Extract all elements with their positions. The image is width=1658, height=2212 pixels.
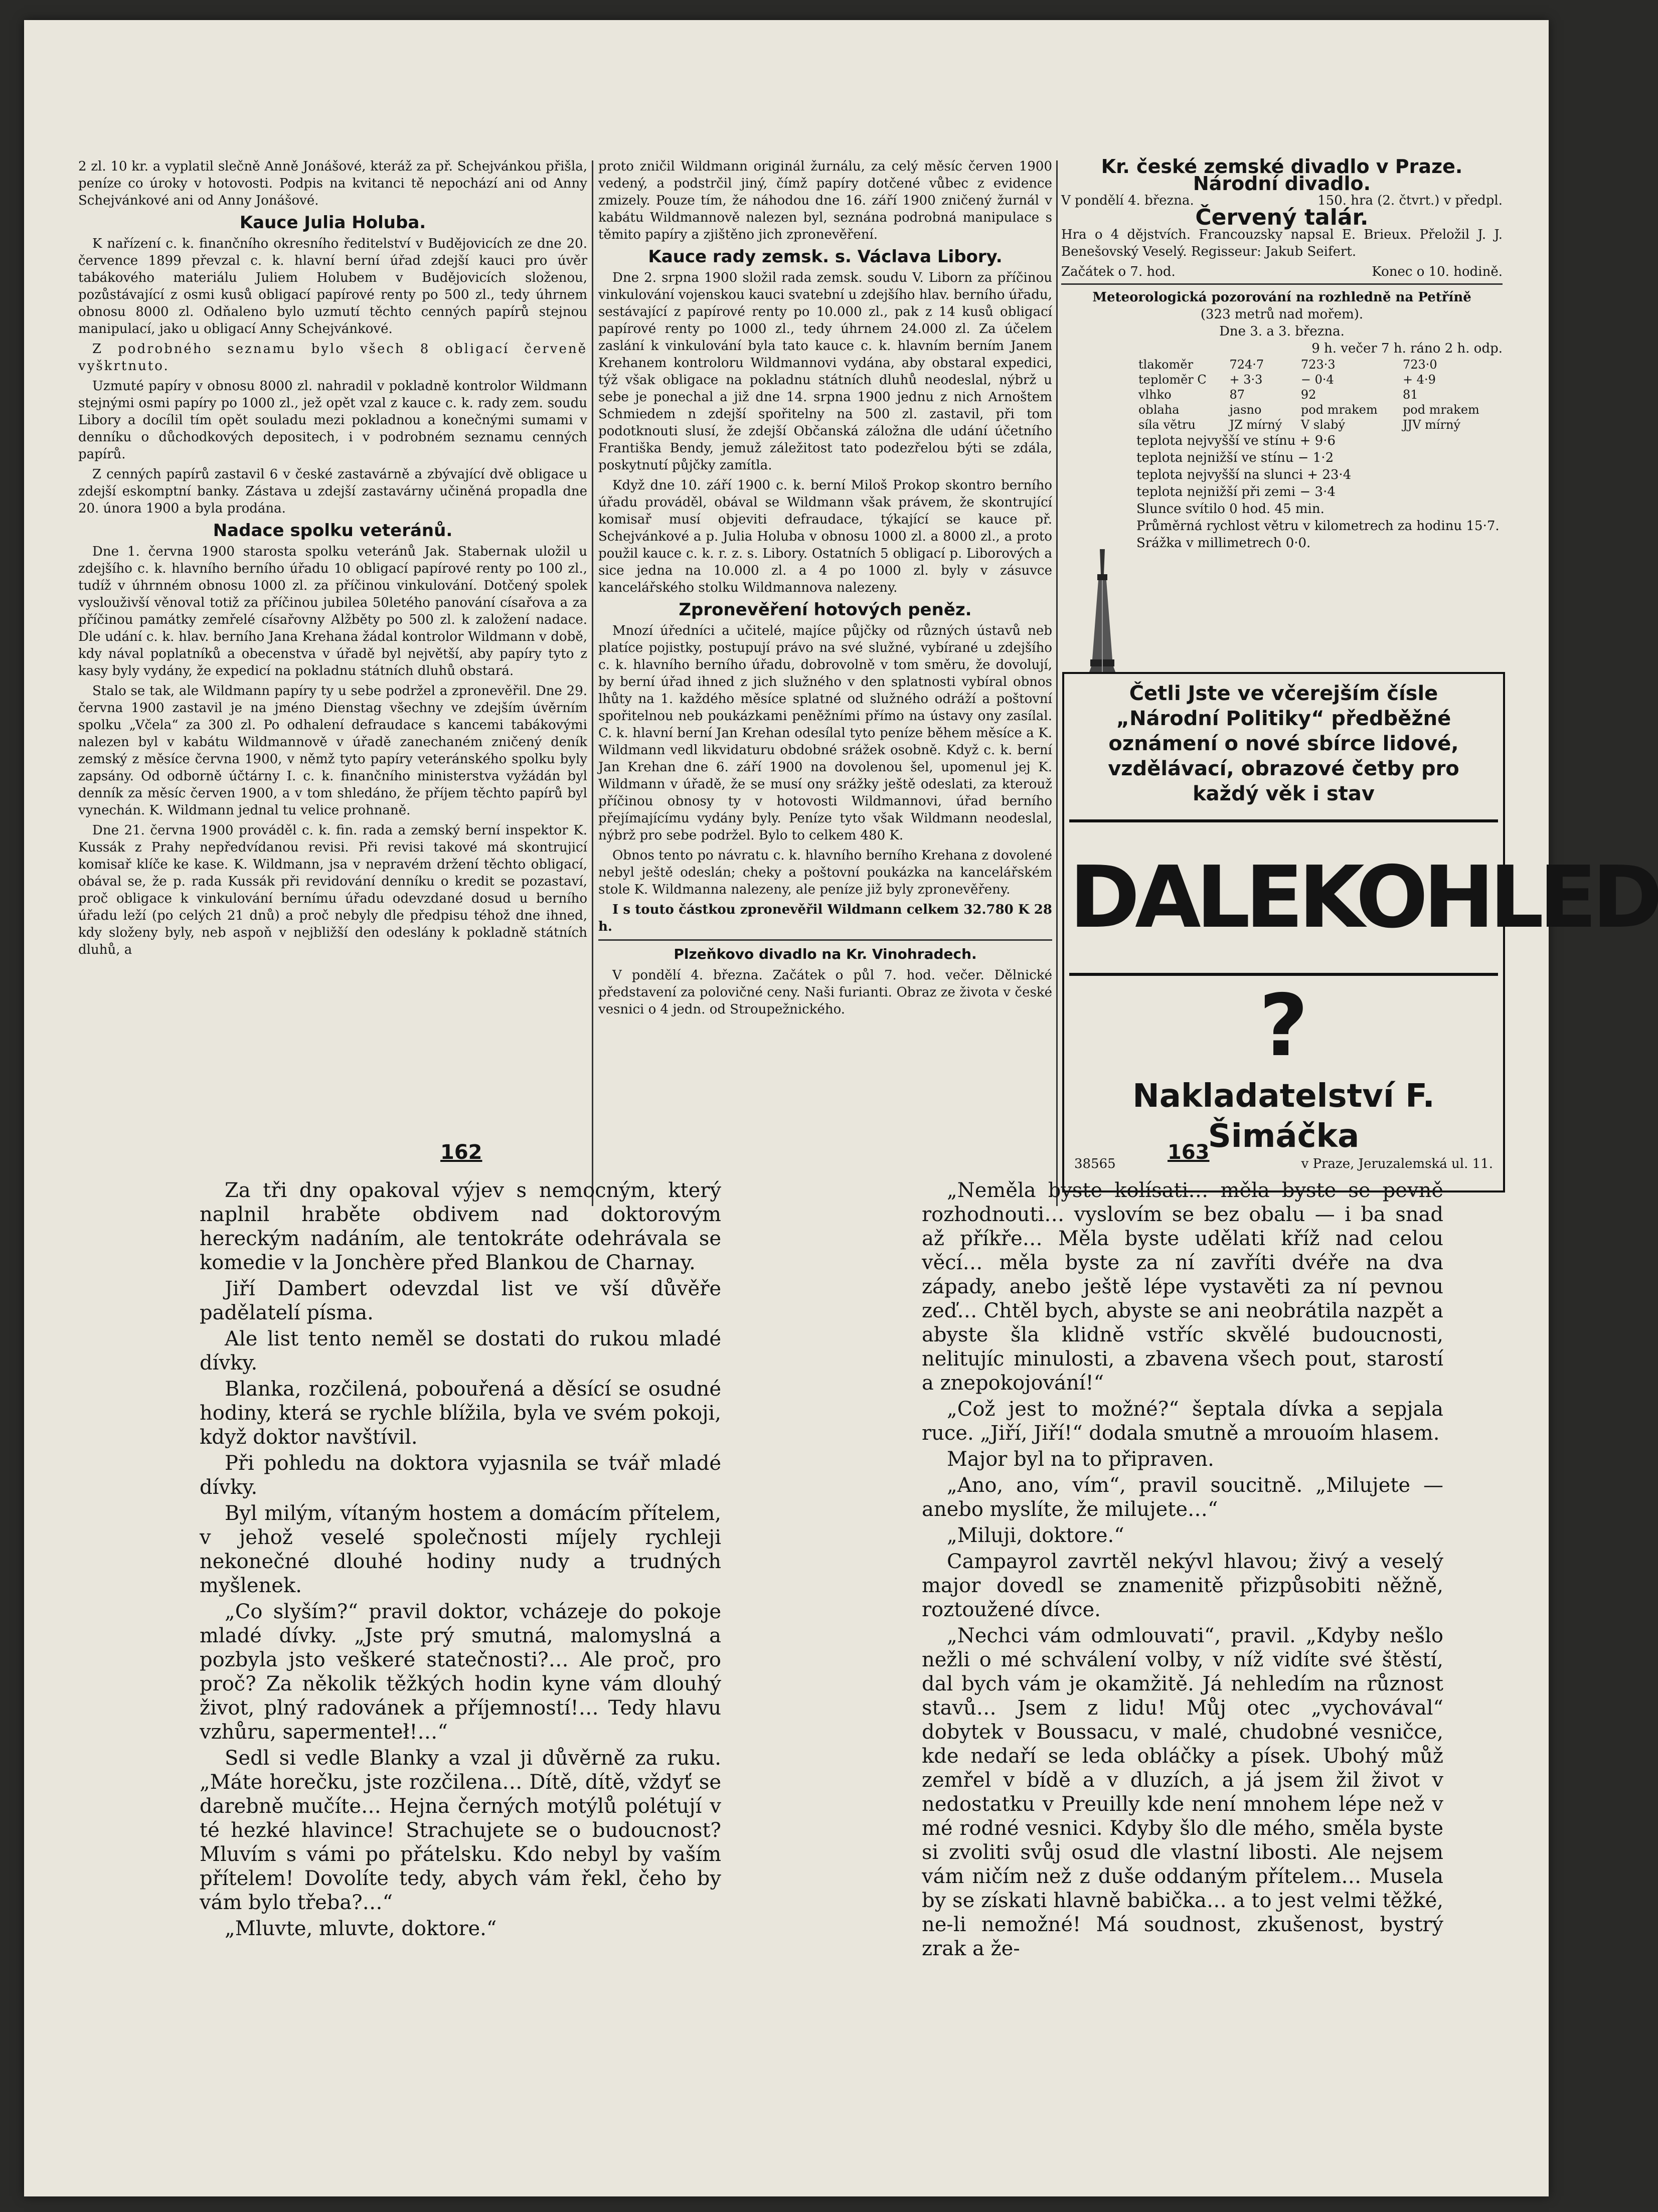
- section-heading: Plzeňkovo divadlo na Kr. Vinohradech.: [674, 946, 977, 962]
- meteo-extra: Srážka v millimetrech 0·0.: [1136, 536, 1311, 551]
- paragraph: proto zničil Wildmann originál žurnálu, za celý měsíc červen 1900 vedený, a podstrčil jiný, čímž papíry dotčené vůbec z evidence zmizely. Pouze tím, že náhodou dne 16. září 1900 zničený žurnál v kabátu Wildmannově nalezen byl, seznána podrobná manipulace s těmito papíry a zjištěno jich zpronevěření.: [598, 159, 1052, 242]
- ad-code: 38565: [1074, 1156, 1116, 1171]
- theatre-start: Začátek o 7. hod.: [1061, 264, 1176, 279]
- paragraph: Campayrol zavrtěl nekývl hlavou; živý a veselý major dovedl se znamenitě přizpůsobiti něžně, roztoužené dívce.: [922, 1550, 1443, 1621]
- section-heading: Zpronevěření hotových peněz.: [679, 600, 972, 620]
- paragraph: Jiří Dambert odevzdal list ve vší důvěře padělatelí písma.: [200, 1277, 721, 1324]
- cell: 92: [1300, 388, 1316, 402]
- ad-publisher: Nakladatelství F. Šimáčka: [1132, 1078, 1435, 1155]
- table-row: [1136, 387, 1503, 402]
- paragraph: „Co slyším?“ pravil doktor, vcházeje do pokoje mladé dívky. „Jste prý smutná, malomyslná a pozbyla jsto veškeré statečnosti?… Ale proč, pro proč? Za několik těžkých hodin kyne vám dlouhý život, plný radovánek a příjemností!… Tedy hlavu vzhůru, sapermenteł!…“: [200, 1600, 721, 1744]
- table-row: [1136, 417, 1503, 432]
- meteo-extra: teplota nejnižší ve stínu − 1·2: [1136, 450, 1334, 465]
- section-heading: Kauce rady zemsk. s. Václava Libory.: [648, 247, 1003, 267]
- page-number-left: 162: [440, 1141, 482, 1164]
- paragraph: Uzmuté papíry v obnosu 8000 zl. nahradil v pokladně kontrolor Wildmann stejnými osmi papíry po 1000 zl., jež opět vzal z kauce c. k. rady zem. soudu Libory a docílil tím opět souladu mezi pokladnou a konečnými sumami v denníku o důchodkových depositech, i v podrobném seznamu cenných papírů.: [78, 379, 587, 462]
- cell: 723·0: [1402, 358, 1437, 372]
- cell: tlakoměr: [1138, 358, 1194, 372]
- cell: − 0·4: [1300, 373, 1334, 387]
- theatre-subheading: Národní divadlo.: [1193, 173, 1371, 195]
- theatre-play-title: Červený talár.: [1195, 205, 1369, 230]
- upper-column-2: [598, 158, 1052, 1216]
- page-number-right: 163: [1168, 1141, 1210, 1164]
- column-rule: [1056, 160, 1058, 1206]
- meteo-title: Meteorologická pozorování na rozhledně na Petříně: [1092, 290, 1471, 305]
- cell: vlhko: [1138, 388, 1172, 402]
- paragraph: Dne 2. srpna 1900 složil rada zemsk. soudu V. Liborn za příčinou vinkulování vojenskou kauci svatební u zdejšího hlav. berního úřadu, sestávající z papírové renty po 10.000 zl., pak z 14 kusů obligací papírové renty po 1000 zl., tedy úhrnem 24.000 zl. Za účelem zaslání k vinkulování byla tato kauce c. k. hlavním berním Janem Krehanem kontroloru Wildmannovi vydána, aby obstaral expedici, týž však obligace na pokladnu státních dluhů neodeslal, nýbrž u sebe je ponechal a již dne 14. srpna 1900 jednu z nich Arnoštem Schmiedem n zdejší spořitelny na 500 zl. zastavil, při tom podotknouti slusí, že zdejší Občanská záložna dle udání účetního Františka Bendy, jemuž záležitost tato podezřelou býti se zdála, poskytnutí půjčky zamítla.: [598, 270, 1052, 473]
- paragraph: „Mluvte, mluvte, doktore.“: [225, 1917, 497, 1940]
- rule: [598, 939, 1052, 941]
- ad-address: v Praze, Jeruzalemská ul. 11.: [1301, 1156, 1493, 1171]
- column-rule: [592, 160, 593, 1206]
- cell: + 4·9: [1402, 373, 1436, 387]
- ad-title: DALEKOHLED: [1069, 819, 1498, 976]
- table-row: [1136, 372, 1503, 387]
- cell: JJV mírný: [1402, 418, 1461, 432]
- theatre-performance: 150. hra (2. čtvrt.) v předpl.: [1317, 193, 1503, 208]
- paragraph: Mnozí úředníci a učitelé, majíce půjčky od různých ústavů neb platíce pojistky, postupují právo na své služné, vybírané u zdejšího c. k. hlavního berního úřadu, dobrovolně v tom směru, že dovolují, by berní úřad ihned z jich služného v den splatnosti vybíral obnos lhůty na 1. každého měsíce splatné od služného odráží a poštovní spořitelnou neb poukázkami peněžními přímo na ústavy ony zasílal. C. k. hlavní berní Jan Krehan odesílal tyto peníze během měsíce a K. Wildmann vedl likvidaturu obdobné srážek osobně. Když c. k. berní Jan Krehan dne 6. září 1900 na dovolenou šel, upomenul jej K. Wildmann v úřadě, že se musí ony srážky ještě odeslati, za kterouž příčinou obnosy ty v hotovosti Wildmannovi, úřad berního přejímajícímu vydány byly. Peníze tyto však Wildmann neodeslal, nýbrž pro sebe podržel. Bylo to celkem 480 K.: [598, 623, 1052, 843]
- ad-intro: Četli Jste ve včerejším čísle „Národní Politiky“ předběžné oznámení o nové sbírce lidové, vzdělávací, obrazové četby pro každý věk i stav: [1108, 682, 1459, 805]
- meteo-subtitle: (323 metrů nad mořem).: [1200, 307, 1364, 322]
- cell: pod mrakem: [1300, 403, 1378, 417]
- ad-address-row: [1064, 1156, 1503, 1171]
- newspaper-page: [24, 20, 1658, 2196]
- paragraph: „Ano, ano, vím“, pravil soucitně. „Milujete — anebo myslíte, že milujete…“: [922, 1474, 1443, 1521]
- paragraph: Blanka, rozčilená, pobouřená a děsící se osudné hodiny, která se rychle blížila, byla ve svém pokoji, když doktor navštívil.: [200, 1378, 721, 1449]
- cell: teploměr C: [1138, 373, 1207, 387]
- dalekohled-advertisement: [1062, 672, 1658, 1193]
- cell: 87: [1229, 388, 1245, 402]
- table-row: [1136, 402, 1503, 417]
- theatre-end: Konec o 10. hodině.: [1372, 264, 1503, 279]
- paragraph: Ale list tento neměl se dostati do rukou mladé dívky.: [200, 1327, 721, 1375]
- meteo-extra: Průměrná rychlost větru v kilometrech za hodinu 15·7.: [1136, 519, 1500, 534]
- paragraph: Dne 21. června 1900 prováděl c. k. fin. rada a zemský berní inspektor K. Kussák z Prahy nepředvídanou revisi. Při revisi takové má skontrujicí komisař klíče ke kase. K. Wildmann, jsa v nepravém držení těchto obligací, obával se, že p. rada Kussák při revidování denníku o kredit se pozastaví, proč obligace k vinkulování bernímu úřadu odevzdané dosud u berního úřadu leží (po celých 21 dnů) a proč nebyly dle předpisu téhož dne ihned, kdy složeny byly, neb aspoň v nejbližší den odeslány k pokladně státních dluhů, a: [78, 823, 587, 957]
- cell: V slabý: [1300, 418, 1346, 432]
- cell: síla větru: [1138, 418, 1196, 432]
- meteo-section: [1136, 340, 1503, 552]
- lower-left-story: [200, 1178, 721, 2091]
- paragraph: I s touto částkou zpronevěřil Wildmann celkem 32.780 K 28 h.: [598, 902, 1052, 934]
- paragraph: Obnos tento po návratu c. k. hlavního berního Krehana z dovolené nebyl ještě odeslán; cheky a poštovní poukázka na kancelářském stole K. Wildmanna nalezeny, ale peníze již byly zpronevěřeny.: [598, 848, 1052, 897]
- section-heading: Kauce Julia Holuba.: [239, 213, 426, 233]
- theatre-description: Hra o 4 dějstvích. Francouzsky napsal E. Brieux. Přeložil J. J. Benešovský Veselý. Regisseur: Jakub Seifert.: [1061, 227, 1503, 259]
- paragraph: 2 zl. 10 kr. a vyplatil slečně Anně Jonášové, kteráž za př. Schejvánkou přišla, peníze co úroky v hotovosti. Podpis na kvitanci tě nepochází ani od Anny Schejvánkové ani od Anny Jonášové.: [78, 159, 587, 208]
- paragraph: Stalo se tak, ale Wildmann papíry ty u sebe podržel a zpronevěřil. Dne 29. června 1900 zastavil je na jméno Dienstag všechny ve zdejším úvěrním spolku „Včela“ za 300 zl. Po odhalení defraudace s kancemi tabákovými nalezen byl v kabátu Wildmannově v úřadě zanechaném zničený deník zemský z měsíce června 1900, v němž tyto papíry veteránského spolku byly zapsány. Od odborně účtárny I. c. k. finančního ministerstva vyžádán byl denník za měsíc červen 1900, a v tom shledáno, že příjem těchto papírů byl vynechán. K. Wildmann jednal tu velice prohnaně.: [78, 684, 587, 818]
- paragraph: Sedl si vedle Blanky a vzal ji důvěrně za ruku. „Máte horečku, jste rozčilena… Dítě, dítě, vždyť se darebně mučíte… Hejna černých motýlů polétují v té hezké hlavince! Strachujete se o budoucnost? Mluvím s vámi po přátelsku. Kdo nebyl by vaším přítelem! Dovolíte tedy, abych vám řekl, čeho by vám bylo třeba?…“: [200, 1747, 721, 1914]
- paragraph: Při pohledu na doktora vyjasnila se tvář mladé dívky.: [200, 1452, 721, 1499]
- paragraph: „Což jest to možné?“ šeptala dívka a sepjala ruce. „Jiří, Jiří!“ dodala smutně a mrouoím hlasem.: [922, 1398, 1443, 1445]
- paragraph: Byl milým, vítaným hostem a domácím přítelem, v jehož veselé společnosti míjely rychleji nekonečné dlouhé hodiny nudy a trudných myšlenek.: [200, 1502, 721, 1597]
- paragraph: V pondělí 4. března. Začátek o půl 7. hod. večer. Dělnické představení za polovičné ceny. Naši furianti. Obraz ze života v české vesnici o 4 jedn. od Stroupežnického.: [598, 968, 1052, 1017]
- meteo-header: 9 h. večer 7 h. ráno 2 h. odp.: [1311, 341, 1503, 356]
- cell: 723·3: [1300, 358, 1336, 372]
- cell: pod mrakem: [1402, 403, 1479, 417]
- cell: jasno: [1229, 403, 1262, 417]
- meteo-extra: Slunce svítilo 0 hod. 45 min.: [1136, 501, 1324, 517]
- paragraph: „Miluji, doktore.“: [947, 1524, 1124, 1547]
- paragraph: Major byl na to připraven.: [947, 1448, 1214, 1471]
- cell: JZ mírný: [1229, 418, 1282, 432]
- theatre-times: [1061, 263, 1503, 285]
- cell: oblaha: [1138, 403, 1180, 417]
- paragraph: Z cenných papírů zastavil 6 v české zastavárně a zbývající dvě obligace u zdejší eskomptní banky. Zástava u zdejší zastavárny učiněná propadla dne 20. února 1900 a byla prodána.: [78, 467, 587, 516]
- ad-question-mark: ?: [1259, 976, 1308, 1076]
- theatre-day: V pondělí 4. března.: [1061, 193, 1194, 208]
- meteo-table: [1136, 357, 1503, 432]
- paragraph: Za tři dny opakoval výjev s nemocným, který naplnil hraběte obdivem nad doktorovým hereckým nadáním, ale tentokráte odehrávala se komedie v la Jonchère před Blankou de Charnay.: [200, 1179, 721, 1274]
- meteo-extra: teplota nejvyšší na slunci + 23·4: [1136, 467, 1352, 482]
- table-row: [1136, 357, 1503, 372]
- cell: + 3·3: [1229, 373, 1263, 387]
- paragraph: Z podrobného seznamu bylo všech 8 obligací červeně vyškrtnuto.: [78, 342, 587, 374]
- lower-right-story: [922, 1178, 1443, 2091]
- paragraph: Když dne 10. září 1900 c. k. berní Miloš Prokop skontro berního úřadu prováděl, obával se Wildmann však právem, že skontrující komisař musí objeviti defraudace, týkající se kauce př. Schejvánkové a p. Julia Holuba v obnosu 1000 zl. a 8000 zl., a proto použil kauce c. k. r. z. s. Libory. Ostatních 5 obligací p. Liborových a sice jedna na 10.000 zl. a 4 po 1000 zl. byly v zásuvce kancelářského stolku Wildmannova nalezeny.: [598, 478, 1052, 595]
- paragraph: K nařízení c. k. finančního okresního ředitelství v Budějovicích ze dne 20. července 1899 převzal c. k. hlavní berní úřad zdejší kauci pro úvěr tabákového materiálu Juliem Holubem v Budějovicích složenou, pozůstávající z osmi kusů obligací papírové renty po 500 zl., tedy úhrnem obnosu 8000 zl. Odňaleno bylo uzmutí těchto cenných papírů stejnou manipulací, jako u obligací Anny Schejvánkové.: [78, 236, 587, 336]
- upper-column-1: [78, 158, 587, 1216]
- meteo-extra: teplota nejnižší při zemi − 3·4: [1136, 484, 1336, 499]
- section-heading: Nadace spolku veteránů.: [213, 521, 453, 541]
- theatre-heading: Kr. české zemské divadlo v Praze.: [1101, 155, 1463, 178]
- cell: 724·7: [1229, 358, 1264, 372]
- meteo-date: Dne 3. a 3. března.: [1219, 324, 1345, 339]
- paragraph: „Nechci vám odmlouvati“, pravil. „Kdyby nešlo nežli o mé schválení volby, v níž vidíte své štěstí, dal bych vám je okamžitě. Já nehledím na různost stavů… Jsem z lidu! Můj otec „vychovával“ dobytek v Boussacu, v malé, chudobné vesničce, kde nedaří se leda obláčky a písek. Ubohý můž zemřel v bídě a v dluzích, a já jsem žil život v nedostatku v Preuilly kde není mnohem lépe než v mé rodné vesnici. Kdyby šlo dle mého, směla byste si zvoliti svůj osud dle vlastní libosti. Ale nejsem vám ničím než z duše oddaným přítelem… Musela by se získati hlavně babička… a to jest velmi těžké, ne-li nemožné! Má soudnost, zkušenost, bystrý zrak a že-: [922, 1624, 1443, 1960]
- paragraph: Dne 1. června 1900 starosta spolku veteránů Jak. Stabernak uložil u zdejšího c. k. hlavního berního úřadu 10 obligací papírové renty po 100 zl., tudíž v úhrnném obnosu 1000 zl. za příčinou vinkulování. Dotčený spolek vyslouživší věnoval totiž za příčinou jubilea 50letého panování císařova a za příčinou památky zemřelé císařovny Alžběty po 500 zl. k založení nadace. Dle udání c. k. hlav. berního Jana Krehana žádal kontrolor Wildmann v době, kdy nával poplatníků a obecenstva v úřadě byl největší, aby papíry tyto z kasy byly vydány, že expedicí na pokladnu státních dluhů obstará.: [78, 544, 587, 678]
- cell: 81: [1402, 388, 1418, 402]
- meteo-extra: teplota nejvyšší ve stínu + 9·6: [1136, 433, 1336, 448]
- paragraph: „Neměla byste kolísati… měla byste se pevně rozhodnouti… vyslovím se bez obalu — i ba snad až příkře… Měla byste udělati kříž nad celou věcí… měla byste za ní zavříti dvéře na dva západy, anebo ještě lépe vystavěti za ní pevnou zeď… Chtěl bych, abyste se ani neobrátila nazpět a abyste šla klidně vstříc skvělé budoucnosti, nelitujíc minulosti, a zbavena všech pout, starostí a znepokojování!“: [922, 1179, 1443, 1395]
